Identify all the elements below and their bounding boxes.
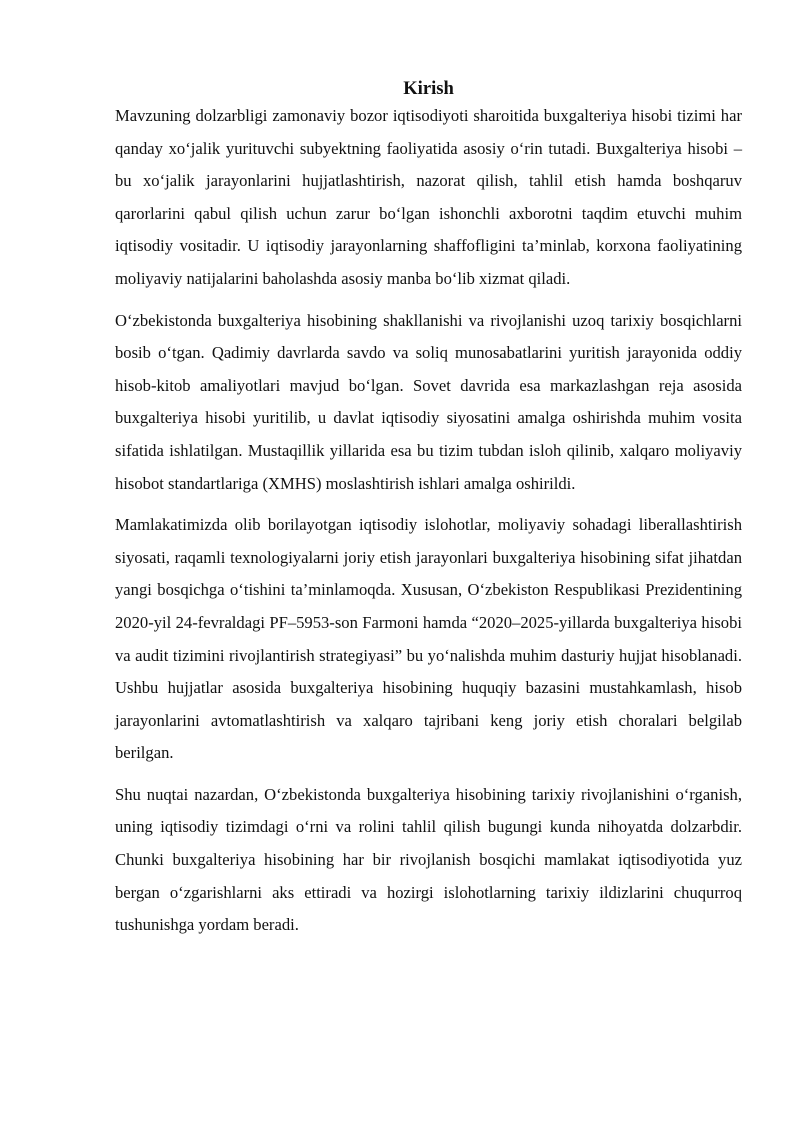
paragraph-history: O‘zbekistonda buxgalteriya hisobining shakllanishi va rivojlanishi uzoq tarixiy bosqichlarni bosib o‘tgan. Qadimiy davrlarda savdo va soliq munosabatlarini yuritish jarayonida oddiy hisob-kitob amaliyotlari mavjud bo‘lgan. Sovet davrida esa markazlashgan reja asosida buxgalteriya hisobi yuritilib, u davlat iqtisodiy siyosatini amalga oshirishda muhim vosita sifatida ishlatilgan. Mustaqillik yillarida esa bu tizim tubdan isloh qilinib, xalqaro moliyaviy hisobot standartlariga (XMHS) moslashtirish ishlari amalga oshirildi. (115, 310, 742, 493)
paragraph-conclusion: Shu nuqtai nazardan, O‘zbekistonda buxgalteriya hisobining tarixiy rivojlanishini o‘rganish, uning iqtisodiy tizimdagi o‘rni va rolini tahlil qilish bugungi kunda nihoyatda dolzarbdir. Chunki buxgalteriya hisobining har bir rivojlanish bosqichi mamlakat iqtisodiyotida yuz bergan o‘zgarishlarni aks ettiradi va hozirgi islohotlarning tarixiy ildizlarini chuqurroq tushunishga yordam beradi. (115, 784, 742, 935)
paragraph-relevance: Mavzuning dolzarbligi zamonaviy bozor iqtisodiyoti sharoitida buxgalteriya hisobi tizimi har qanday xo‘jalik yurituvchi subyektning faoliyatida asosiy o‘rin tutadi. Buxgalteriya hisobi – bu xo‘jalik jarayonlarini hujjatlashtirish, nazorat qilish, tahlil etish hamda boshqaruv qarorlarini qabul qilish uchun zarur bo‘lgan ishonchli axborotni taqdim etuvchi muhim iqtisodiy vositadir. U iqtisodiy jarayonlarning shaffofligini ta’minlab, korxona faoliyatining moliyaviy natijalarini baholashda asosiy manba bo‘lib xizmat qiladi. (115, 106, 742, 288)
page-title: Kirish (403, 78, 454, 99)
paragraph-reforms: Mamlakatimizda olib borilayotgan iqtisodiy islohotlar, moliyaviy sohadagi liberallashtirish siyosati, raqamli texnologiyalarni joriy etish jarayonlari buxgalteriya hisobining sifat jihatdan yangi bosqichga o‘tishini ta’minlamoqda. Xususan, O‘zbekiston Respublikasi Prezidentining 2020-yil 24-fevraldagi PF–5953-son Farmoni hamda “2020–2025-yillarda buxgalteriya hisobi va audit tizimini rivojlantirish strategiyasi” bu yo‘nalishda muhim dasturiy hujjat hisoblanadi. Ushbu hujjatlar asosida buxgalteriya hisobining huquqiy bazasini mustahkamlash, hisob jarayonlarini avtomatlashtirish va xalqaro tajribani keng joriy etish choralari belgilab berilgan. (115, 515, 742, 763)
document-body (115, 78, 742, 951)
